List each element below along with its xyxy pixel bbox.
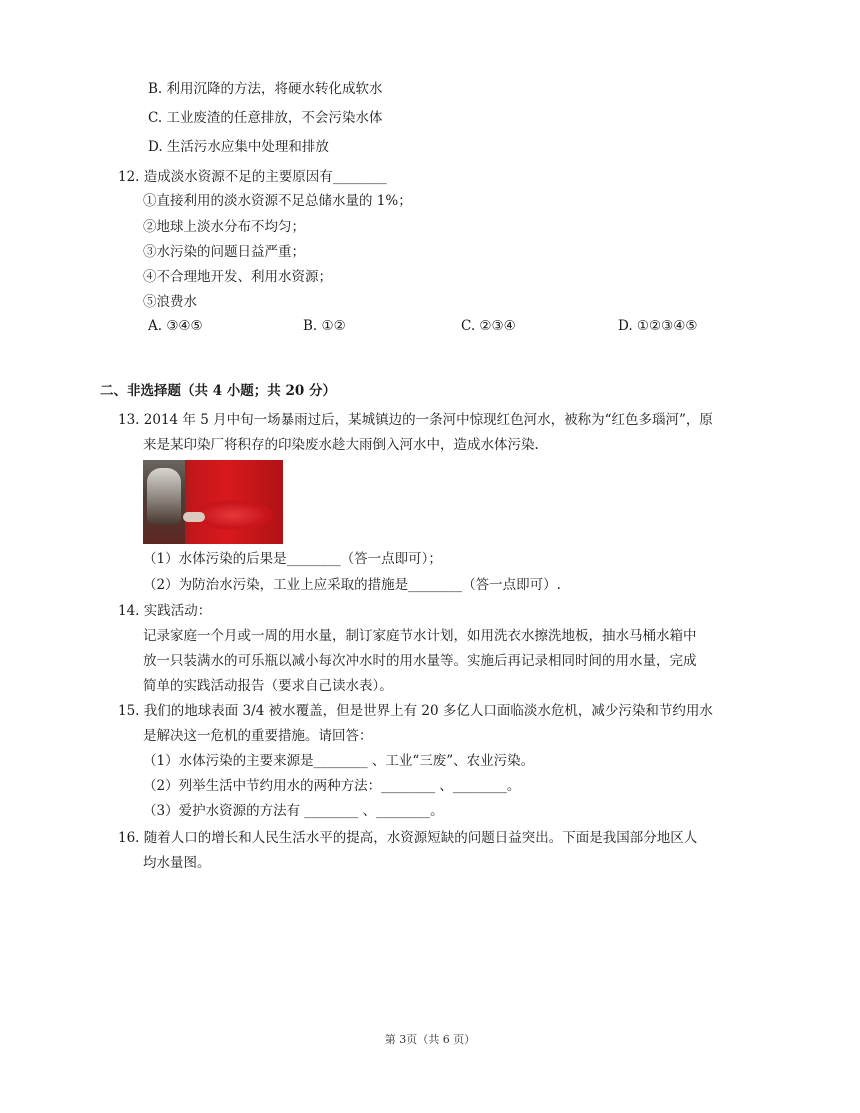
q15-sub-3: （3）爱护水资源的方法有 ________ 、________。 (143, 803, 444, 819)
red-river-photo (143, 460, 283, 544)
q12-item-3: ③水污染的问题日益严重； (143, 244, 305, 260)
q15-sub-2: （2）列举生活中节约用水的两种方法：________ 、________。 (143, 778, 521, 794)
q11-option-c: C. 工业废渣的任意排放，不会污染水体 (148, 110, 383, 126)
q12-item-4: ④不合理地开发、利用水资源； (143, 269, 332, 285)
q12-option-b: B. ①② (303, 318, 346, 334)
q12-item-2: ②地球上淡水分布不均匀； (143, 219, 305, 235)
q14-line-3: 简单的实践活动报告（要求自己读水表）。 (143, 678, 393, 694)
q15-sub-1: （1）水体污染的主要来源是________ 、工业“三废”、农业污染。 (143, 753, 535, 769)
q11-option-b: B. 利用沉降的方法，将硬水转化成软水 (148, 81, 383, 97)
q12-item-1: ①直接利用的淡水资源不足总储水量的 1%； (143, 193, 412, 209)
section-heading: 二、非选择题（共 4 小题；共 20 分） (100, 383, 336, 399)
q12-option-d: D. ①②③④⑤ (618, 318, 698, 334)
q13-sub-1: （1）水体污染的后果是________（答一点即可）； (143, 551, 442, 567)
q14-stem: 14. 实践活动： (118, 603, 212, 619)
q14-line-2: 放一只装满水的可乐瓶以减小每次冲水时的用水量等。实施后再记录相同时间的用水量，完成 (143, 653, 697, 669)
q12-option-c: C. ②③④ (461, 318, 516, 334)
q13-line-2: 来是某印染厂将积存的印染废水趁大雨倒入河水中，造成水体污染. (143, 437, 539, 453)
q12-item-5: ⑤浪费水 (143, 294, 197, 310)
q12-stem: 12. 造成淡水资源不足的主要原因有________ (118, 169, 387, 185)
q15-line-2: 是解决这一危机的重要措施。请回答： (143, 728, 373, 744)
q13-line-1: 13. 2014 年 5 月中旬一场暴雨过后，某城镇边的一条河中惊现红色河水，被称为“红色多瑙河”，原 (118, 412, 713, 428)
q11-option-d: D. 生活污水应集中处理和排放 (148, 139, 329, 155)
q13-sub-2: （2）为防治水污染，工业上应采取的措施是________（答一点即可）. (143, 577, 561, 593)
q16-line-1: 16. 随着人口的增长和人民生活水平的提高，水资源短缺的问题日益突出。下面是我国部分地区人 (118, 830, 698, 846)
q14-line-1: 记录家庭一个月或一周的用水量，制订家庭节水计划，如用洗衣水擦洗地板，抽水马桶水箱中 (143, 628, 697, 644)
q15-line-1: 15. 我们的地球表面 3/4 被水覆盖，但是世界上有 20 多亿人口面临淡水危机，减少污染和节约用水 (118, 703, 713, 719)
q16-line-2: 均水量图。 (143, 855, 211, 871)
q12-option-a: A. ③④⑤ (148, 318, 203, 334)
page-footer: 第 3页（共 6 页） (384, 1033, 476, 1046)
